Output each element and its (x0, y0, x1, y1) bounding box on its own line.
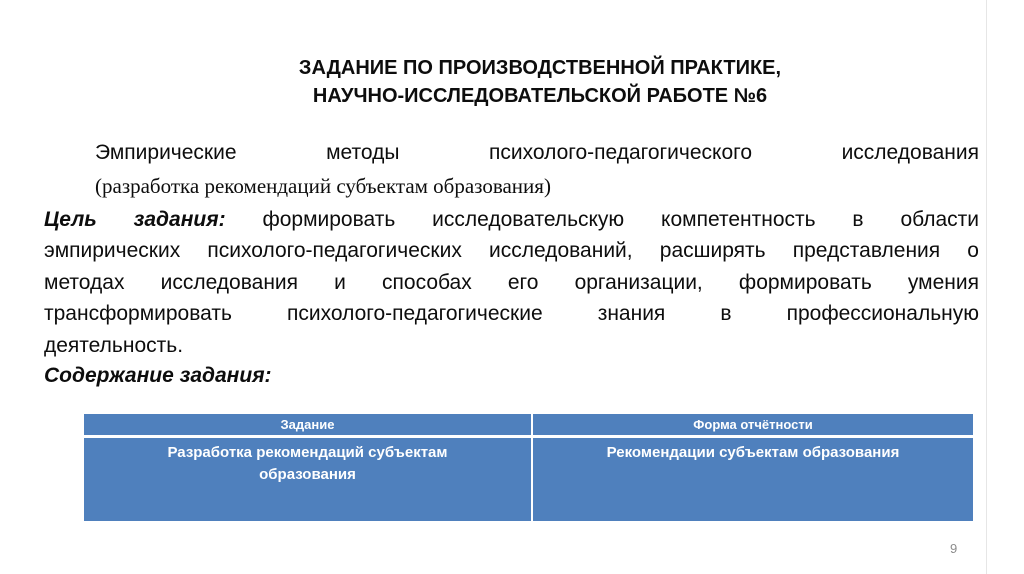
goal-label: Цель задания: (44, 208, 226, 231)
table-cell-report-form (533, 438, 973, 521)
task-table (84, 414, 973, 521)
slide-title (120, 54, 960, 110)
slide-border (986, 0, 987, 574)
goal-line-1 (44, 205, 979, 235)
table-cell-task (84, 438, 531, 521)
table-header-task: Задание (84, 414, 531, 435)
table-cell-task-text: Разработка рекомендаций субъектам образования (167, 444, 448, 483)
title-line-2: НАУЧНО-ИССЛЕДОВАТЕЛЬСКОЙ РАБОТЕ №6 (312, 85, 768, 107)
goal-line-3: методах исследования и способах его организации, формировать умения (44, 271, 979, 294)
subtitle-line-2: (разработка рекомендаций субъектам образования) (95, 174, 551, 198)
goal-line-4: трансформировать психолого-педагогические знания в профессиональную (44, 302, 979, 325)
goal-line-2: эмпирических психолого-педагогических исследований, расширять представления о (44, 239, 979, 262)
goal-text-1: формировать исследовательскую компетентность в области (225, 208, 979, 231)
content-label: Содержание задания: (44, 364, 272, 387)
goal-line-5: деятельность. (44, 334, 184, 357)
page-number: 9 (950, 541, 958, 556)
title-line-1: ЗАДАНИЕ ПО ПРОИЗВОДСТВЕННОЙ ПРАКТИКЕ, (298, 57, 782, 79)
subtitle-line-1: Эмпирические методы психолого-педагогического исследования (95, 141, 979, 164)
table-cell-report-form-text: Рекомендации субъектам образования (606, 444, 900, 461)
table-header-report-form: Форма отчётности (533, 414, 973, 435)
